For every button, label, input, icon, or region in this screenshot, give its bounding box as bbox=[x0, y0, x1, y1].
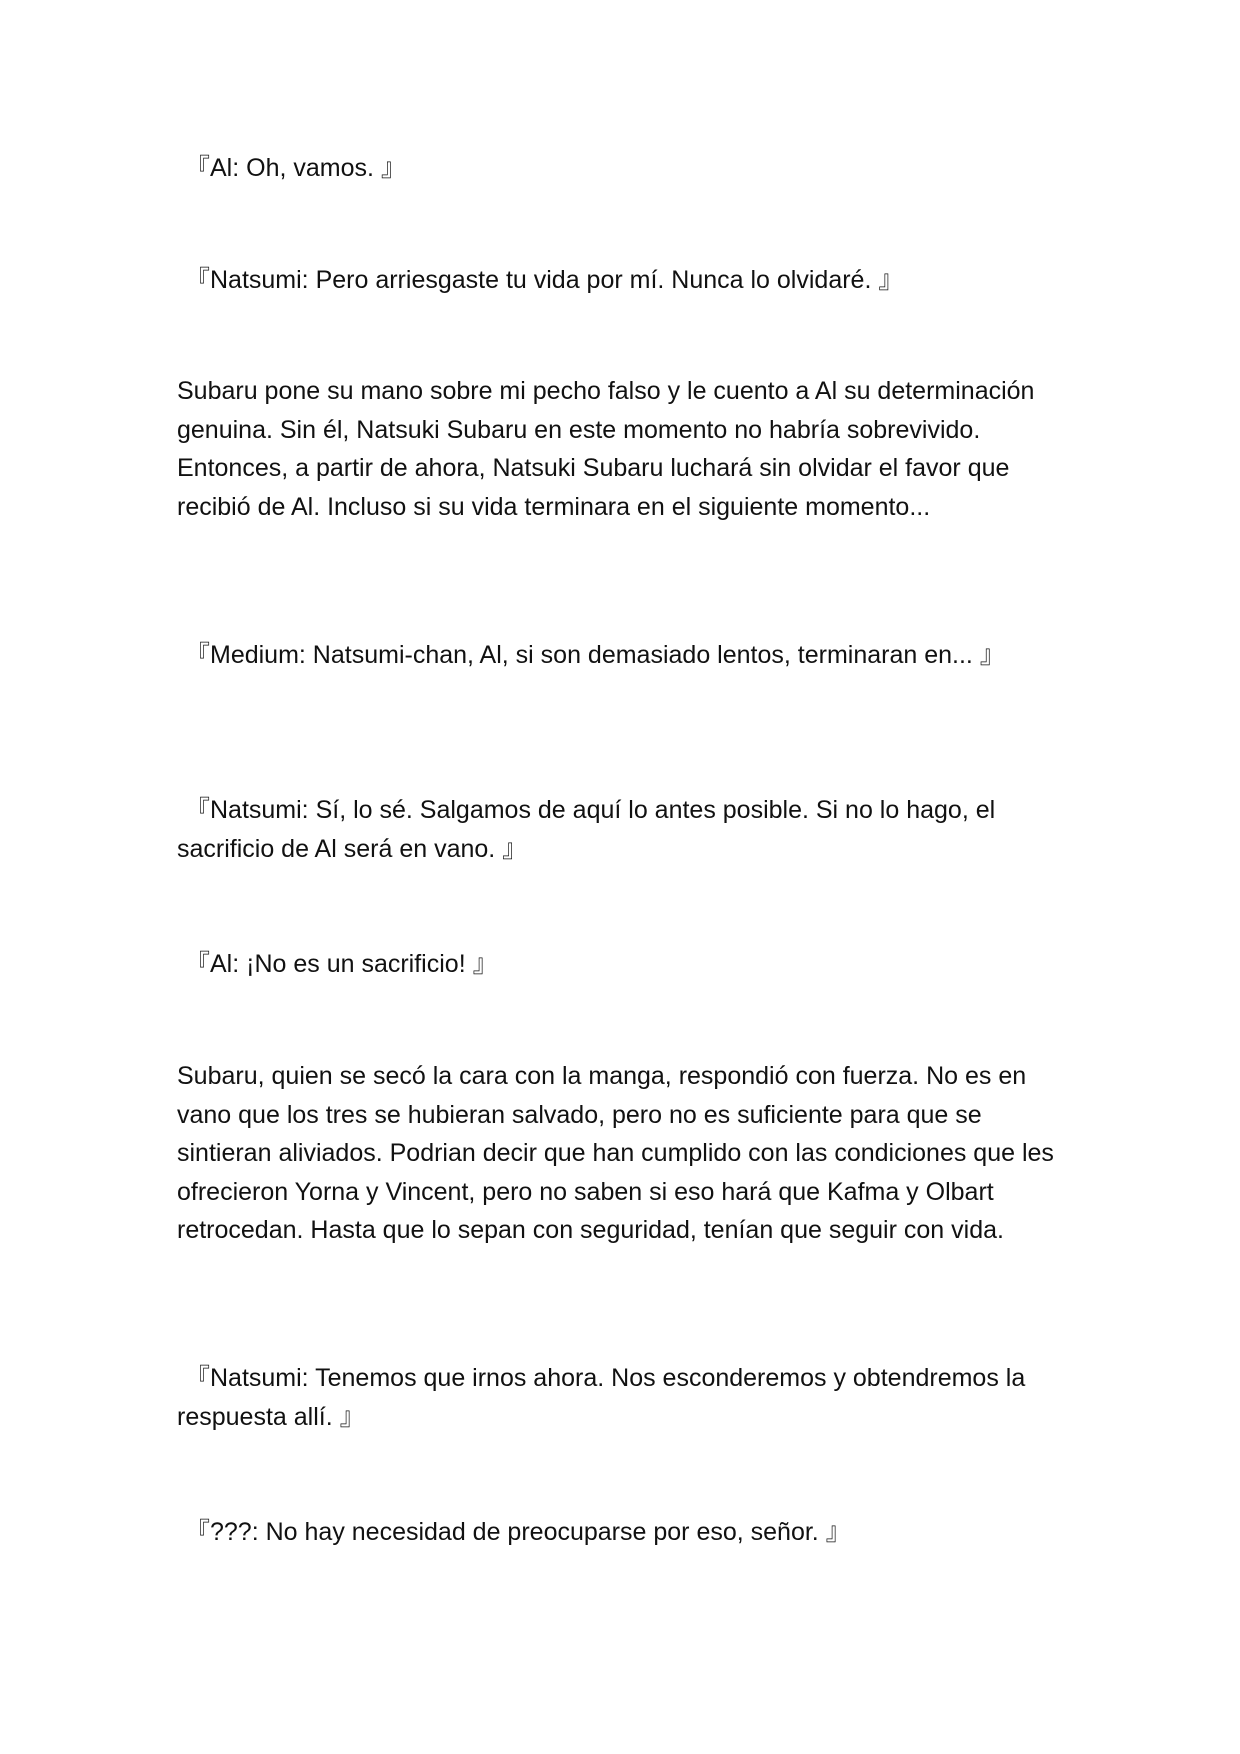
narration-subaru-response: Subaru, quien se secó la cara con la manga, respondió con fuerza. No es en vano que los tres se hubieran salvado, pero no es suficiente para que se sintieran aliviados. Podrian decir que han cumplido con las condiciones que les ofrecieron Yorna y Vincent, pero no saben si eso hará que Kafma y Olbart retrocedan. Hasta que lo sepan con seguridad, tenían que seguir con vida. bbox=[177, 1062, 1054, 1244]
dialogue-natsumi-gratitude: 『Natsumi: Pero arriesgaste tu vida por mí. Nunca lo olvidaré. 』 bbox=[185, 266, 904, 294]
dialogue-al-not-sacrifice: 『Al: ¡No es un sacrificio! 』 bbox=[185, 950, 498, 978]
dialogue-medium-warning: 『Medium: Natsumi-chan, Al, si son demasiado lentos, terminaran en... 』 bbox=[185, 641, 1005, 669]
dialogue-al-oh-vamos: 『Al: Oh, vamos. 』 bbox=[185, 154, 406, 182]
dialogue-unknown-speaker: 『???: No hay necesidad de preocuparse por eso, señor. 』 bbox=[185, 1518, 851, 1546]
narration-subaru-determination: Subaru pone su mano sobre mi pecho falso y le cuento a Al su determinación genuina. Sin él, Natsuki Subaru en este momento no habría sobrevivido. Entonces, a partir de ahora, Natsuki Subaru luchará sin olvidar el favor que recibió de Al. Incluso si su vida terminara en el siguiente momento... bbox=[177, 377, 1035, 521]
dialogue-natsumi-leave: 『Natsumi: Sí, lo sé. Salgamos de aquí lo antes posible. Si no lo hago, el sacrificio de Al será en vano. 』 bbox=[177, 796, 996, 863]
dialogue-natsumi-hide: 『Natsumi: Tenemos que irnos ahora. Nos esconderemos y obtendremos la respuesta allí. 』 bbox=[177, 1364, 1026, 1431]
